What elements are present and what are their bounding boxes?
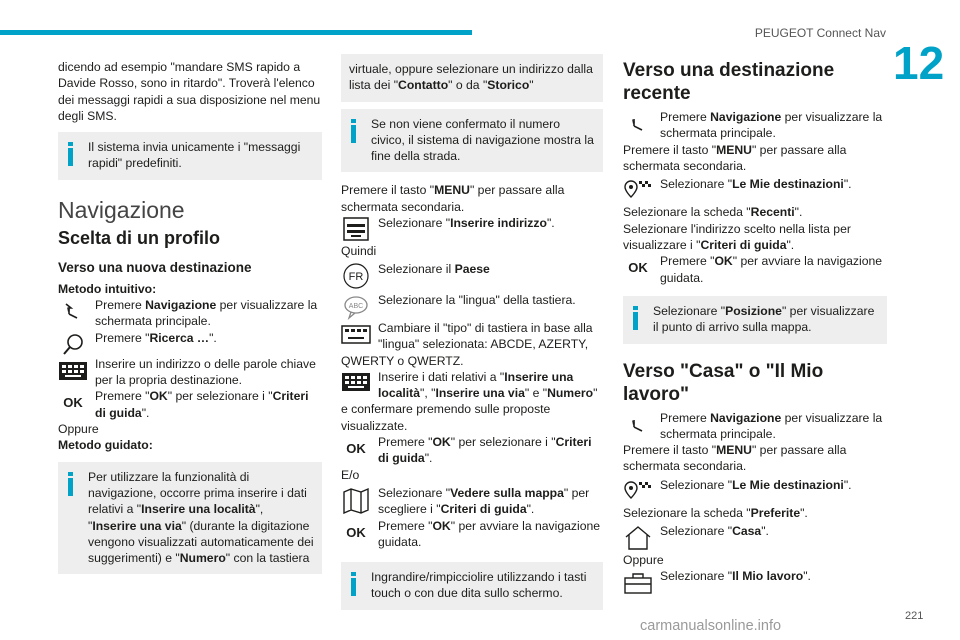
step-work: Selezionare "Il Mio lavoro".: [623, 568, 887, 584]
column-2: [341, 54, 603, 610]
eo-label: E/o: [341, 467, 360, 482]
step-navigation: Premere Navigazione per visualizzare la schermata principale.: [623, 410, 887, 443]
menu-step: Premere il tasto "MENU" per passare alla schermata secondaria.: [341, 183, 565, 214]
header-accent-bar: [0, 30, 472, 35]
step-ok-start: OK Premere "OK" per avviare la navigazione guidata.: [341, 518, 603, 551]
oppure-label: Oppure: [623, 552, 664, 567]
keyboard-icon: [341, 320, 371, 348]
info-icon: [633, 306, 638, 330]
page-number: 221: [905, 610, 924, 622]
heading-recent-destination: Verso una destinazione recente: [623, 60, 835, 104]
info-note-guided: Per utilizzare la funzionalità di navigazione, occorre prima inserire i dati relativi a "Inserire una località", "Inserire una via" (durante la digitazione vengono visualizzati automaticamente dei suggerimenti) e "Numero" con la tastiera: [58, 462, 322, 575]
info-icon: [68, 472, 73, 496]
page-header-title: PEUGEOT Connect Nav: [754, 26, 886, 40]
info-note-civic: Se non viene confermato il numero civico, il sistema di navigazione mostra la fine della strada.: [341, 109, 603, 173]
heading-new-destination: Verso una nuova destinazione: [58, 260, 252, 276]
keyboard-icon: [58, 357, 88, 385]
step-ok-start: OK Premere "OK" per avviare la navigazione guidata.: [623, 253, 887, 286]
info-note-text: Il sistema invia unicamente i "messaggi rapidi" predefiniti.: [88, 140, 301, 171]
info-icon: [68, 142, 73, 166]
column-1: [58, 59, 322, 574]
watermark: carmanualsonline.info: [640, 618, 782, 634]
step-home: Selezionare "Casa".: [623, 523, 887, 539]
step-insert-data: Inserire i dati relativi a "Inserire una località", "Inserire una via" e "Numero" e confermare premendo sulle proposte visualizzate.: [341, 369, 598, 433]
svg-text:ABC: ABC: [348, 302, 364, 310]
navigation-arrow-icon: [623, 411, 653, 439]
ok-icon: OK: [346, 524, 366, 540]
my-destinations-icon: [623, 478, 653, 506]
step-keyboard-type: Cambiare il "tipo" di tastiera in base alla "lingua" selezionata: ABCDE, AZERTY, QWERTY o QWERTZ.: [341, 320, 593, 368]
step-my-destinations: Selezionare "Le Mie destinazioni".: [623, 477, 887, 493]
method-guided-label: Metodo guidato:: [58, 438, 153, 453]
menu-step: Premere il tasto "MENU" per passare alla schermata secondaria.: [623, 443, 847, 474]
country-icon: [341, 262, 371, 290]
step-ok-criteria: OK Premere "OK" per selezionare i "Criteri di guida".: [341, 434, 603, 467]
map-icon: [341, 486, 371, 514]
heading-profile: Scelta di un profilo: [58, 228, 221, 249]
menu-step: Premere il tasto "MENU" per passare alla schermata secondaria.: [623, 142, 847, 173]
step-country: FR Selezionare il Paese: [341, 261, 603, 277]
navigation-arrow-icon: [623, 110, 653, 138]
preferite-step: Selezionare la scheda "Preferite".: [623, 506, 808, 521]
heading-home-work: Verso "Casa" o "Il Mio lavoro": [623, 360, 824, 405]
briefcase-icon: [623, 569, 653, 597]
magnifier-icon: [58, 331, 88, 359]
step-ok: OK Premere "OK" per selezionare i "Criteri di guida".: [58, 388, 322, 421]
method-label: Metodo intuitivo:: [58, 281, 157, 296]
ok-icon: OK: [63, 395, 83, 411]
chapter-number: 12: [893, 37, 945, 89]
guided-note-continued: virtuale, oppure selezionare un indirizzo dalla lista dei "Contatto" o da "Storico": [341, 54, 603, 102]
section-title: Navigazione: [58, 196, 185, 223]
ok-icon: OK: [628, 260, 648, 276]
info-icon: [351, 119, 356, 143]
info-note-position: Selezionare "Posizione" per visualizzare il punto di arrivo sulla mappa.: [623, 296, 887, 344]
info-note: [58, 132, 322, 180]
recenti-step: Selezionare la scheda "Recenti".: [623, 205, 803, 220]
my-destinations-icon: [623, 177, 653, 205]
info-icon: [351, 572, 356, 596]
intro-paragraph: dicendo ad esempio "mandare SMS rapido a Davide Rosso, sono in ritardo". Troverà l'elenco dei messaggi rapidi a sua disposizione nel menu degli SMS.: [58, 60, 321, 123]
step-navigation: Premere Navigazione per visualizzare la schermata principale.: [623, 109, 887, 142]
navigation-arrow-icon: [58, 298, 88, 326]
keyboard-input-icon: [341, 215, 371, 243]
step-navigation: Premere Navigazione per visualizzare la schermata principale.: [58, 297, 322, 330]
step-enter-address: Inserire un indirizzo o delle parole chiave per la propria destinazione.: [58, 356, 322, 389]
ok-icon: OK: [346, 441, 366, 457]
language-bubble-icon: [341, 293, 371, 321]
step-my-destinations: Selezionare "Le Mie destinazioni".: [623, 176, 887, 192]
step-keyboard-language: ABC Selezionare la "lingua" della tastiera.: [341, 292, 603, 308]
step-search: Premere "Ricerca …".: [58, 330, 322, 346]
keyboard-icon: [341, 369, 371, 397]
svg-text:FR: FR: [348, 271, 364, 284]
info-note-zoom: Ingrandire/rimpicciolire utilizzando i tasti touch o con due dita sullo schermo.: [341, 562, 603, 610]
oppure-label: Oppure: [58, 422, 99, 437]
column-3: [623, 59, 887, 584]
quindi-label: Quindi: [341, 244, 377, 259]
step-map: Selezionare "Vedere sulla mappa" per scegliere i "Criteri di guida".: [341, 485, 603, 518]
home-icon: [623, 524, 653, 552]
step-insert-address: Selezionare "Inserire indirizzo".: [341, 215, 603, 231]
select-address-step: Selezionare l'indirizzo scelto nella lista per visualizzare i "Criteri di guida".: [623, 221, 851, 253]
